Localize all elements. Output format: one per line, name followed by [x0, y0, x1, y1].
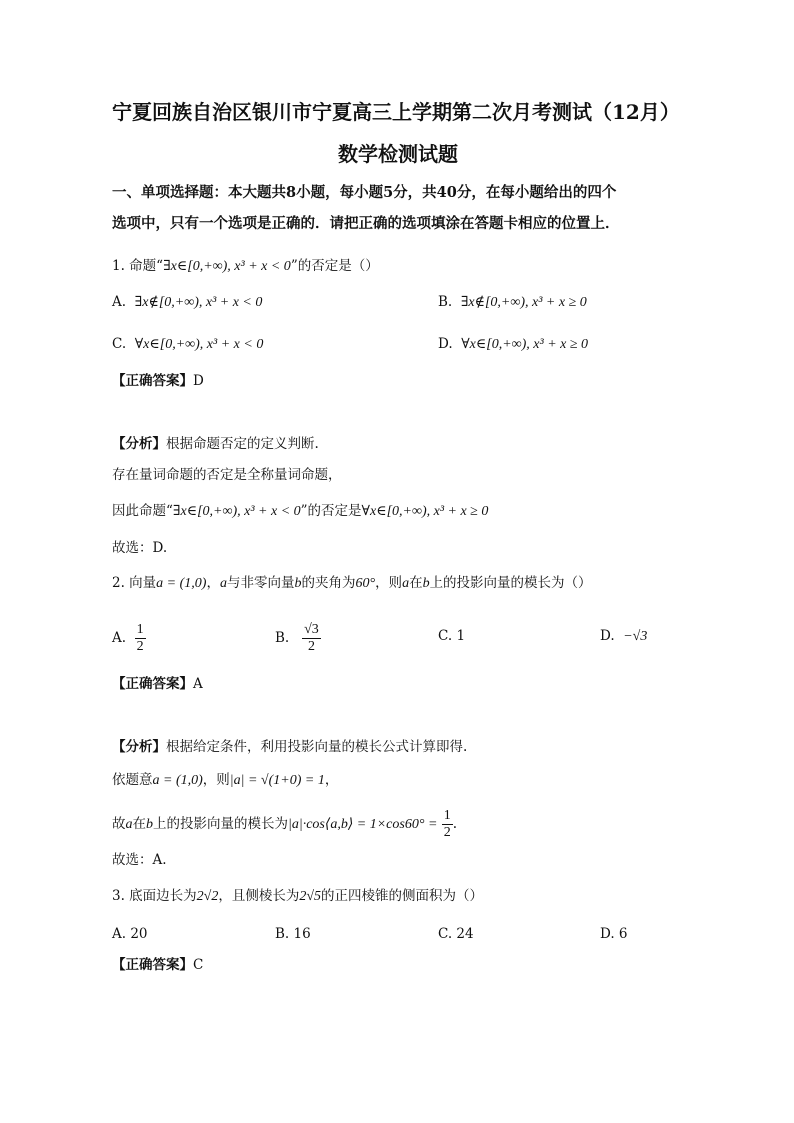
q2-stem-v3: a [402, 576, 410, 591]
q1-option-d-label: D. [438, 336, 453, 352]
q1-option-d-text: ∀x∈[0,+∞), x³ + x ≥ 0 [461, 337, 589, 352]
q1-answer-value: D [193, 373, 204, 389]
q3-answer [112, 955, 203, 975]
q2-analysis2-a: 依题意 [112, 772, 153, 788]
q1-option-c-label: C. [112, 336, 127, 352]
section-instructions: 选项中，只有一个选项是正确的．请把正确的选项填涂在答题卡相应的位置上． [112, 215, 620, 232]
q2-option-b-denominator: 2 [307, 639, 315, 654]
q2-analysis-text: 根据给定条件，利用投影向量的模长公式计算即得. [166, 739, 468, 755]
q1-stem-math: ∃x∈[0,+∞), x³ + x < 0 [163, 259, 291, 274]
q3-stem-a: 3. 底面边长为 [112, 888, 197, 904]
q3-stem-math1: 2√2 [196, 889, 219, 904]
q2-analysis-line-3 [112, 806, 457, 843]
q2-analysis3-end: . [452, 816, 457, 832]
q2-option-b [275, 620, 321, 656]
q2-option-a-fraction [135, 622, 146, 655]
q3-stem-c: 的正四棱锥的侧面积为（） [321, 888, 484, 904]
q2-analysis3-a: 故 [112, 816, 126, 832]
q1-option-c [112, 334, 263, 355]
q2-stem-v2: b [294, 576, 302, 591]
q1-analysis3-mid: ”的否定是 [300, 503, 362, 519]
q1-option-a [112, 292, 262, 313]
q1-option-b [438, 292, 587, 313]
q2-conclusion: 故选：A. [112, 852, 167, 868]
q1-analysis3-math1: ∃x∈[0,+∞), x³ + x < 0 [172, 504, 301, 519]
q2-option-d-label: D. [600, 628, 615, 644]
q2-analysis2-b: ，则 [202, 772, 230, 788]
q2-analysis2-math1: a = (1,0) [152, 773, 203, 788]
q3-answer-label: 【正确答案】 [112, 957, 193, 973]
q2-analysis2-c: ， [324, 772, 339, 788]
q2-stem-f: 在 [409, 575, 423, 591]
q2-option-a [112, 620, 146, 656]
q1-stem-prefix: 1. 命题“ [112, 258, 164, 274]
q2-option-a-denominator: 2 [136, 639, 144, 654]
q2-analysis-line-2 [112, 770, 338, 791]
q1-analysis-line-2: 存在量词命题的否定是全称量词命题， [112, 467, 342, 483]
q1-option-a-label: A. [112, 294, 127, 310]
q1-stem-suffix: ”的否定是（） [290, 258, 379, 274]
q2-analysis3-fraction [442, 808, 453, 841]
q2-analysis-label: 【分析】 [112, 739, 166, 755]
q1-analysis3-math2: ∀x∈[0,+∞), x³ + x ≥ 0 [361, 504, 489, 519]
q2-analysis3-math: |a|·cos⟨a,b⟩ = 1×cos60° = [288, 817, 438, 832]
q2-stem-angle: 60° [355, 576, 376, 591]
q1-analysis3-prefix: 因此命题“ [112, 503, 173, 519]
q2-analysis2-math2: |a| = √(1+0) = 1 [229, 773, 325, 788]
q1-conclusion: 故选：D. [112, 540, 168, 556]
q2-stem-c: 与非零向量 [226, 575, 295, 591]
q2-option-c-text: 1 [456, 628, 466, 644]
q1-option-b-text: ∃x∉[0,+∞), x³ + x ≥ 0 [460, 295, 587, 310]
q3-option-a: A. 20 [112, 926, 148, 942]
q2-analysis3-numerator: 1 [443, 808, 451, 823]
q1-analysis [112, 434, 319, 454]
q2-option-b-label: B. [275, 630, 290, 646]
q1-answer [112, 371, 204, 391]
q2-stem-v4: b [422, 576, 430, 591]
document-subtitle: 数学检测试题 [338, 142, 458, 166]
q3-option-b: B. 16 [275, 926, 311, 942]
q2-option-a-numerator: 1 [136, 622, 144, 637]
q2-analysis3-denominator: 2 [443, 825, 451, 840]
q2-stem-math1: a = (1,0) [156, 576, 207, 591]
q2-option-d [600, 626, 647, 647]
q2-option-a-label: A. [112, 630, 127, 646]
q1-analysis-line-3 [112, 501, 488, 522]
q2-stem-e: ，则 [375, 575, 403, 591]
q3-answer-value: C [193, 957, 204, 973]
question-1-stem [112, 256, 379, 277]
q2-answer-label: 【正确答案】 [112, 676, 193, 692]
q3-stem-math2: 2√5 [299, 889, 322, 904]
q2-analysis [112, 737, 467, 757]
q2-analysis3-c: 上的投影向量的模长为 [153, 816, 288, 832]
q2-analysis3-v2: b [146, 817, 153, 832]
q1-option-b-label: B. [438, 294, 453, 310]
q1-option-c-text: ∀x∈[0,+∞), x³ + x < 0 [134, 337, 264, 352]
q2-stem-b: ， [206, 575, 220, 591]
question-3-stem [112, 886, 483, 907]
q2-option-d-text: −√3 [623, 629, 648, 644]
section-heading: 一、单项选择题：本大题共8小题，每小题5分，共40分，在每小题给出的四个 [112, 184, 617, 201]
q1-analysis-text: 根据命题否定的定义判断. [166, 436, 319, 452]
q2-option-b-numerator: √3 [304, 622, 319, 637]
q2-option-b-fraction [302, 622, 321, 655]
q2-stem-g: 上的投影向量的模长为（） [429, 575, 592, 591]
q2-analysis3-v1: a [125, 817, 133, 832]
q2-analysis3-b: 在 [132, 816, 146, 832]
question-2-stem [112, 573, 592, 594]
q2-option-c [438, 626, 465, 646]
q3-option-d: D. 6 [600, 926, 628, 942]
q3-stem-b: ，且侧棱长为 [218, 888, 300, 904]
q2-option-c-label: C. [438, 628, 453, 644]
q1-option-a-text: ∃x∉[0,+∞), x³ + x < 0 [134, 295, 263, 310]
q2-answer [112, 674, 203, 694]
q2-answer-value: A [193, 676, 203, 692]
q2-stem-d: 的夹角为 [301, 575, 356, 591]
q2-stem-v1: a [219, 576, 227, 591]
q2-stem-a: 2. 向量 [112, 575, 157, 591]
q1-answer-label: 【正确答案】 [112, 373, 193, 389]
q3-option-c: C. 24 [438, 926, 474, 942]
q1-analysis-label: 【分析】 [112, 436, 166, 452]
q1-option-d [438, 334, 588, 355]
document-title: 宁夏回族自治区银川市宁夏高三上学期第二次月考测试（12月） [112, 100, 680, 124]
